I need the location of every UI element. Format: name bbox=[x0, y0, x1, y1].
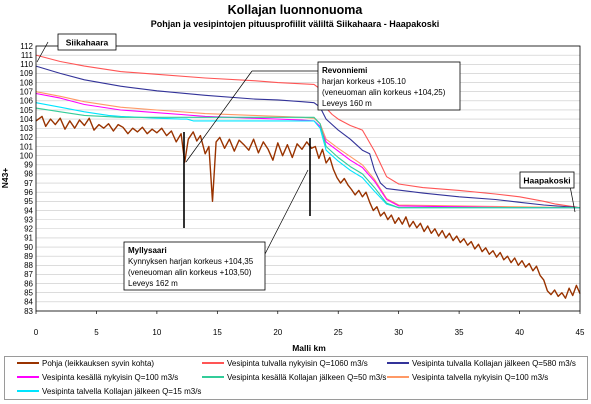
revonniemi-line-2: (veneuoman alin korkeus +104,25) bbox=[322, 88, 446, 97]
x-tick-label: 45 bbox=[575, 328, 585, 337]
x-tick-label: 30 bbox=[394, 328, 404, 337]
y-tick-label: 104 bbox=[19, 114, 33, 124]
y-tick-label: 85 bbox=[24, 288, 33, 298]
y-tick-label: 95 bbox=[24, 197, 33, 207]
legend-item bbox=[17, 359, 154, 369]
x-tick-label: 20 bbox=[273, 328, 283, 337]
legend-item bbox=[202, 373, 386, 383]
x-axis-label: Malli km bbox=[292, 343, 326, 353]
y-tick-label: 97 bbox=[24, 178, 33, 188]
legend bbox=[4, 356, 588, 400]
y-tick-label: 108 bbox=[19, 78, 33, 88]
y-tick-label: 94 bbox=[24, 206, 33, 216]
y-tick-label: 88 bbox=[24, 261, 33, 271]
y-tick-label: 110 bbox=[20, 60, 33, 70]
revonniemi-line-3: Leveys 160 m bbox=[322, 99, 372, 108]
legend-swatch bbox=[202, 376, 224, 378]
y-tick-label: 102 bbox=[19, 133, 33, 143]
y-tick-label: 105 bbox=[19, 105, 33, 115]
y-axis bbox=[20, 42, 34, 316]
x-tick-label: 5 bbox=[94, 328, 99, 337]
legend-item bbox=[202, 359, 368, 369]
revonniemi-title: Revonniemi bbox=[322, 66, 368, 75]
y-tick-label: 84 bbox=[24, 297, 33, 307]
myllysaari-line-3: Leveys 162 m bbox=[128, 279, 178, 288]
legend-label: Pohja (leikkauksen syvin kohta) bbox=[42, 359, 155, 368]
y-tick-label: 91 bbox=[24, 233, 33, 243]
legend-swatch bbox=[17, 390, 39, 392]
legend-label: Vesipinta talvella nykyisin Q=100 m3/s bbox=[412, 373, 549, 382]
x-axis bbox=[34, 311, 585, 337]
legend-swatch bbox=[17, 376, 39, 378]
x-tick-label: 35 bbox=[454, 328, 464, 337]
y-tick-label: 90 bbox=[24, 242, 33, 252]
y-tick-label: 96 bbox=[24, 188, 33, 198]
haapakoski-label: Haapakoski bbox=[523, 175, 571, 186]
x-tick-label: 0 bbox=[33, 328, 39, 337]
y-tick-label: 106 bbox=[19, 96, 33, 106]
legend-label: Vesipinta kesällä Kollajan jälkeen Q=50 m3/s bbox=[227, 373, 387, 382]
legend-label: Vesipinta tulvalla nykyisin Q=1060 m3/s bbox=[227, 359, 368, 368]
y-tick-label: 107 bbox=[19, 87, 33, 97]
y-axis-label: N43+ bbox=[0, 167, 10, 189]
y-tick-label: 93 bbox=[24, 215, 33, 225]
y-tick-label: 83 bbox=[24, 306, 33, 316]
chart-title: Kollajan luonnonuoma bbox=[227, 3, 363, 17]
annotation-myllysaari bbox=[124, 138, 310, 290]
y-tick-label: 103 bbox=[19, 124, 33, 134]
y-tick-label: 109 bbox=[19, 69, 33, 79]
myllysaari-leader bbox=[265, 170, 308, 254]
legend-item bbox=[17, 373, 178, 383]
x-tick-label: 15 bbox=[212, 328, 222, 337]
myllysaari-line-1: Kynnyksen harjan korkeus +104,35 bbox=[128, 257, 254, 266]
legend-label: Vesipinta tulvalla Kollajan jälkeen Q=580 m3/s bbox=[412, 359, 576, 368]
legend-item bbox=[17, 387, 201, 397]
siikahaara-label: Siikahaara bbox=[65, 37, 109, 48]
chart-subtitle: Pohjan ja vesipintojen pituusprofiilit väliltä Siikahaara - Haapakoski bbox=[150, 19, 440, 29]
y-tick-label: 86 bbox=[24, 279, 33, 289]
y-tick-label: 92 bbox=[24, 224, 33, 234]
series-line bbox=[36, 108, 580, 208]
legend-label: Vesipinta kesällä nykyisin Q=100 m3/s bbox=[42, 373, 179, 382]
legend-swatch bbox=[17, 362, 39, 364]
series-line bbox=[36, 55, 580, 208]
legend-item bbox=[387, 373, 548, 383]
x-tick-label: 10 bbox=[152, 328, 162, 337]
y-tick-label: 98 bbox=[24, 169, 33, 179]
legend-swatch bbox=[387, 376, 409, 378]
y-tick-label: 112 bbox=[20, 41, 33, 51]
y-tick-label: 87 bbox=[24, 270, 33, 280]
annotation-siikahaara bbox=[37, 34, 116, 62]
legend-label: Vesipinta talvella Kollajan jälkeen Q=15 m3/s bbox=[42, 387, 202, 396]
x-tick-label: 40 bbox=[515, 328, 525, 337]
annotation-revonniemi bbox=[184, 62, 460, 228]
series-line bbox=[36, 94, 580, 208]
series-line bbox=[36, 66, 580, 208]
revonniemi-leader bbox=[186, 71, 252, 162]
myllysaari-title: Myllysaari bbox=[128, 246, 167, 255]
legend-swatch bbox=[202, 362, 224, 364]
x-tick-label: 25 bbox=[333, 328, 343, 337]
y-tick-label: 111 bbox=[20, 50, 33, 60]
y-tick-label: 100 bbox=[19, 151, 33, 161]
y-tick-label: 101 bbox=[19, 142, 33, 152]
legend-swatch bbox=[387, 362, 409, 364]
y-tick-label: 99 bbox=[24, 160, 33, 170]
legend-item bbox=[387, 359, 576, 369]
siikahaara-leader bbox=[37, 42, 48, 62]
myllysaari-line-2: (veneuoman alin korkeus +103,50) bbox=[128, 268, 252, 277]
y-tick-label: 89 bbox=[24, 251, 33, 261]
revonniemi-line-1: harjan korkeus +105.10 bbox=[322, 77, 406, 86]
